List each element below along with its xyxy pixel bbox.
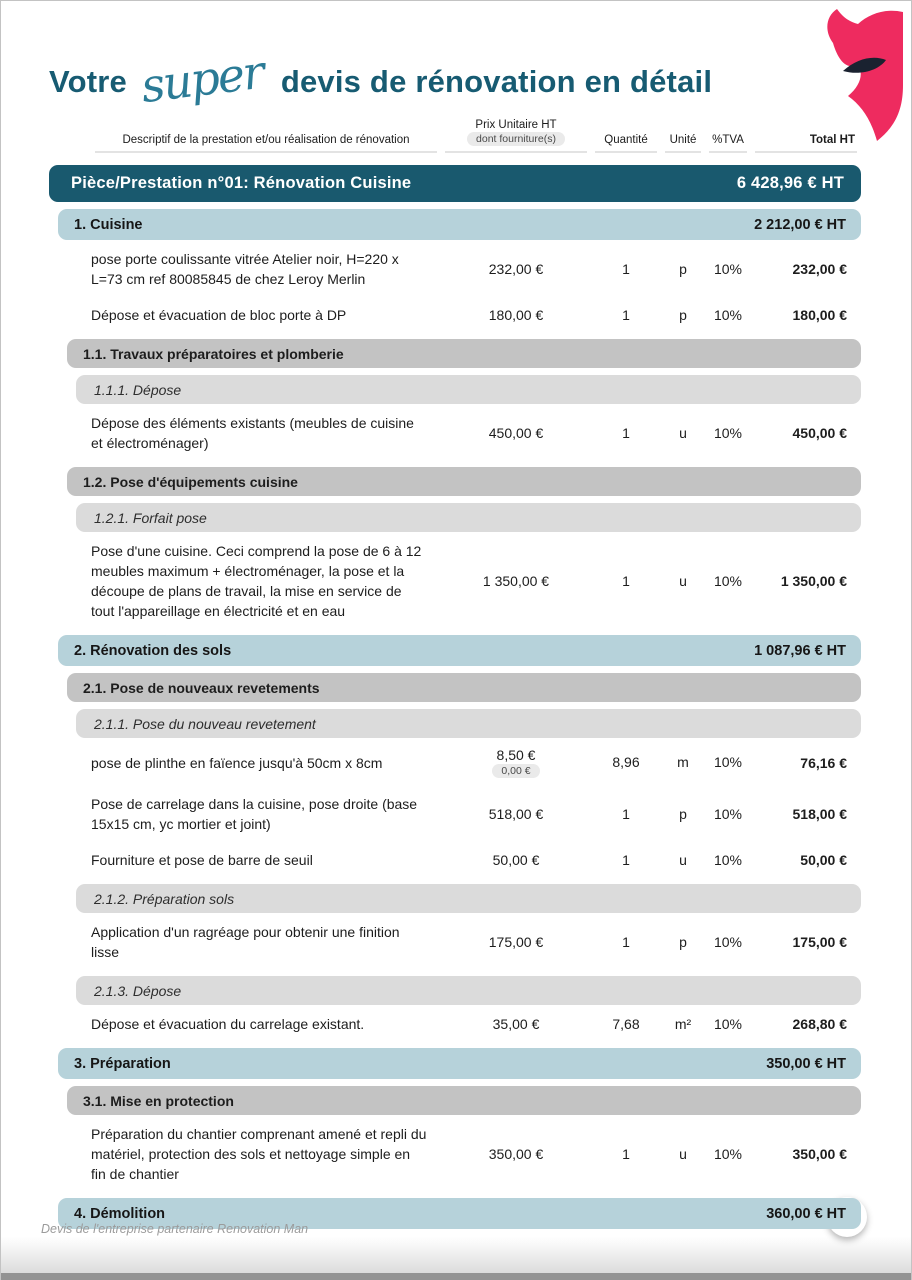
item-tva: 10% <box>713 572 743 589</box>
item-unit-price <box>441 934 591 950</box>
bar-label: 1.1.1. Dépose <box>94 381 182 398</box>
subsubsection-bar <box>76 503 861 532</box>
item-unit: p <box>679 306 687 323</box>
item-unit: m <box>677 754 689 770</box>
item-unit: u <box>679 1145 687 1162</box>
section-bar <box>58 635 861 666</box>
bar-label: 4. Démolition <box>74 1205 166 1222</box>
item-tva: 10% <box>713 1145 743 1162</box>
unit-price-value: 1 350,00 € <box>482 573 550 589</box>
item-unit-price <box>441 1146 591 1162</box>
item-unit: u <box>679 572 687 589</box>
item-quantity: 1 <box>622 572 630 589</box>
page-bottom-edge <box>1 1273 911 1280</box>
item-tva: 10% <box>713 1015 743 1032</box>
section-bar <box>58 1048 861 1079</box>
item-unit-price <box>441 425 591 441</box>
bar-label: 2. Rénovation des sols <box>74 642 232 659</box>
item-quantity: 8,96 <box>612 754 640 770</box>
subsubsection-bar <box>76 375 861 404</box>
bar-label: 2.1.3. Dépose <box>94 982 182 999</box>
unit-price-value: 450,00 € <box>488 425 544 441</box>
line-item <box>49 1007 861 1041</box>
item-total: 350,00 € <box>792 1146 847 1162</box>
room-header-bar <box>49 165 861 202</box>
line-item <box>49 915 861 969</box>
line-item <box>49 1117 861 1191</box>
subsection-bar <box>67 467 861 496</box>
item-unit-price <box>441 261 591 277</box>
item-total: 50,00 € <box>800 852 847 868</box>
unit-price-value: 350,00 € <box>488 1146 544 1162</box>
fourniture-price-pill: 0,00 € <box>492 764 539 778</box>
item-total: 76,16 € <box>800 754 847 771</box>
bar-total: 350,00 € HT <box>766 1055 846 1072</box>
item-description: Dépose et évacuation de bloc porte à DP <box>91 307 347 323</box>
item-quantity: 1 <box>622 424 630 441</box>
item-total: 450,00 € <box>792 425 847 441</box>
item-quantity: 1 <box>622 933 630 950</box>
item-unit-price <box>441 1016 591 1032</box>
line-item <box>49 534 861 628</box>
unit-price-value: 35,00 € <box>492 1016 540 1032</box>
item-quantity: 7,68 <box>612 1015 640 1032</box>
renovationman-logo <box>813 7 905 143</box>
bar-label: 2.1. Pose de nouveaux revetements <box>83 679 320 696</box>
item-tva: 10% <box>713 754 743 770</box>
bar-label: 1.1. Travaux préparatoires et plomberie <box>83 345 344 362</box>
bar-label: 1.2. Pose d'équipements cuisine <box>83 473 298 490</box>
column-descriptif: Descriptif de la prestation et/ou réalisation de rénovation <box>95 119 437 153</box>
item-quantity: 1 <box>622 1145 630 1162</box>
subsection-bar <box>67 673 861 702</box>
item-total: 518,00 € <box>792 806 847 822</box>
item-unit-price <box>441 307 591 323</box>
subsubsection-bar <box>76 976 861 1005</box>
subsection-bar <box>67 339 861 368</box>
item-unit: p <box>679 805 687 822</box>
table-column-headers <box>91 119 861 153</box>
bar-label: 1.2.1. Forfait pose <box>94 509 207 526</box>
item-unit: u <box>679 424 687 441</box>
subsubsection-bar <box>76 884 861 913</box>
column-unite: Unité <box>665 119 701 153</box>
item-unit-price <box>441 852 591 868</box>
item-unit: m² <box>674 1015 692 1032</box>
bar-total: 360,00 € HT <box>766 1205 846 1222</box>
line-item <box>49 740 861 785</box>
item-description: Pose de carrelage dans la cuisine, pose droite (base 15x15 cm, yc mortier et joint) <box>91 796 418 832</box>
item-description: Application d'un ragréage pour obtenir une finition lisse <box>91 924 400 960</box>
bar-total: 2 212,00 € HT <box>754 216 846 233</box>
bar-label: 2.1.1. Pose du nouveau revetement <box>94 715 316 732</box>
item-unit-price <box>441 747 591 778</box>
item-description: pose porte coulissante vitrée Atelier noir, H=220 x L=73 cm ref 80085845 de chez Leroy Merlin <box>91 251 399 287</box>
bar-label: Pièce/Prestation n°01: Rénovation Cuisine <box>71 174 412 192</box>
item-total: 175,00 € <box>792 934 847 950</box>
footer-note: Devis de l'entreprise partenaire Renovation Man <box>41 1222 309 1236</box>
item-quantity: 1 <box>622 851 630 868</box>
item-quantity: 1 <box>622 306 630 323</box>
bar-label: 3.1. Mise en protection <box>83 1092 234 1109</box>
rows <box>49 165 861 1229</box>
subsection-bar <box>67 1086 861 1115</box>
line-item <box>49 843 861 877</box>
page-bottom-shadow <box>1 1237 911 1273</box>
item-description: pose de plinthe en faïence jusqu'à 50cm x 8cm <box>91 754 383 771</box>
line-item <box>49 406 861 460</box>
unit-price-value: 8,50 € <box>496 747 536 763</box>
line-item <box>49 242 861 296</box>
unit-price-value: 232,00 € <box>488 261 544 277</box>
item-tva: 10% <box>713 306 743 323</box>
item-total: 1 350,00 € <box>780 573 847 589</box>
bar-total: 1 087,96 € HT <box>754 642 846 659</box>
item-unit: p <box>679 933 687 950</box>
title-suffix: devis de rénovation en détail <box>280 64 713 99</box>
item-tva: 10% <box>713 424 743 441</box>
item-quantity: 1 <box>622 805 630 822</box>
unit-price-value: 50,00 € <box>492 852 540 868</box>
unit-price-value: 175,00 € <box>488 934 544 950</box>
column-prix-unitaire: Prix Unitaire HT dont fourniture(s) <box>445 119 587 153</box>
item-description: Préparation du chantier comprenant amené et repli du matériel, protection des sols et nettoyage simple en fin de chantier <box>91 1126 427 1182</box>
item-description: Dépose des éléments existants (meubles de cuisine et électroménager) <box>91 415 414 451</box>
item-total: 180,00 € <box>792 307 847 323</box>
line-item <box>49 298 861 332</box>
item-total: 268,80 € <box>792 1016 847 1032</box>
section-bar <box>58 209 861 240</box>
column-quantite: Quantité <box>595 119 657 153</box>
title-script-word: super <box>138 44 266 114</box>
title-prefix: Votre <box>49 64 127 99</box>
item-tva: 10% <box>713 260 743 277</box>
dont-fournitures-pill: dont fourniture(s) <box>467 132 565 146</box>
item-total: 232,00 € <box>792 261 847 277</box>
page-title <box>49 44 863 114</box>
item-description: Pose d'une cuisine. Ceci comprend la pose de 6 à 12 meubles maximum + électroménager, la pose et la découpe de plans de travail, la mise en service de tout l'appareillage en électricité et en eau <box>91 543 422 619</box>
bar-label: 1. Cuisine <box>74 216 143 233</box>
line-item <box>49 787 861 841</box>
unit-price-value: 518,00 € <box>488 806 544 822</box>
bar-label: 3. Préparation <box>74 1055 171 1072</box>
item-description: Dépose et évacuation du carrelage existant. <box>91 1016 365 1032</box>
item-tva: 10% <box>713 933 743 950</box>
item-tva: 10% <box>713 851 743 868</box>
bar-label: 2.1.2. Préparation sols <box>94 890 235 907</box>
item-unit-price <box>441 573 591 589</box>
item-tva: 10% <box>713 805 743 822</box>
item-unit: u <box>679 851 687 868</box>
item-description: Fourniture et pose de barre de seuil <box>91 852 313 868</box>
item-quantity: 1 <box>622 260 630 277</box>
column-total-ht: Total HT <box>755 119 857 153</box>
unit-price-value: 180,00 € <box>488 307 544 323</box>
item-unit-price <box>441 806 591 822</box>
subsubsection-bar <box>76 709 861 738</box>
bar-total: 6 428,96 € HT <box>736 174 844 192</box>
item-unit: p <box>679 260 687 277</box>
column-tva: %TVA <box>709 119 747 153</box>
